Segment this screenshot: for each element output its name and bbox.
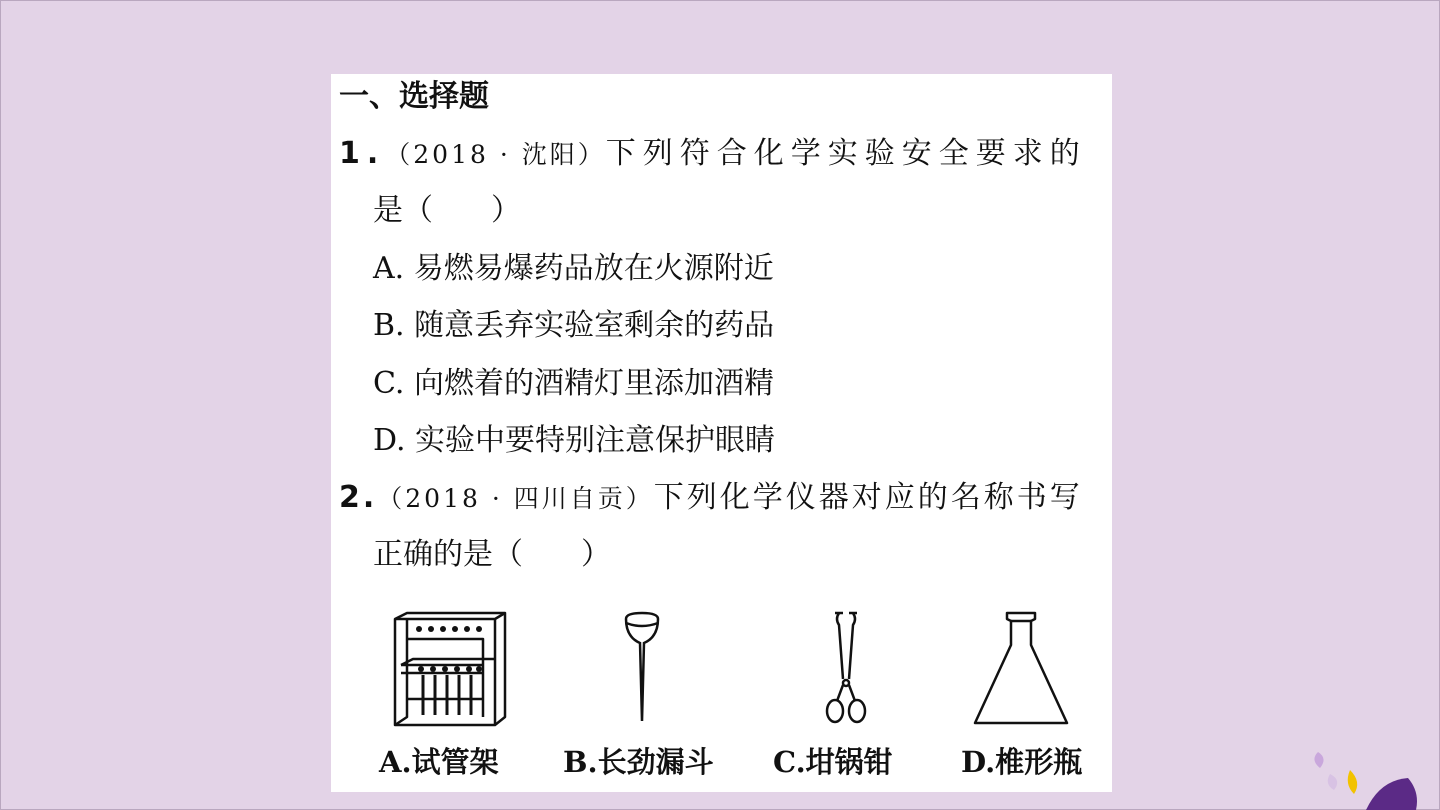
crucible-tongs-icon xyxy=(821,609,871,729)
question-2-text: 下列化学仪器对应的名称书写 xyxy=(653,480,1083,515)
question-1-text-2: 是（ xyxy=(373,193,433,228)
question-1-source: （2018 · 沈阳） xyxy=(385,140,606,169)
option-1d: D. 实验中要特别注意保护眼睛 xyxy=(373,423,776,458)
figure-caption-d: D.椎形瓶 xyxy=(961,745,1083,779)
section-title: 一、选择题 xyxy=(339,79,489,114)
test-tube-rack-icon xyxy=(387,609,512,729)
question-card xyxy=(331,74,1112,792)
option-1a: A. 易燃易爆药品放在火源附近 xyxy=(373,251,774,286)
question-1-stem xyxy=(339,134,1087,175)
figure-caption-a: A.试管架 xyxy=(379,745,499,779)
option-1b: B. 随意丢弃实验室剩余的药品 xyxy=(373,308,775,343)
conical-flask-icon xyxy=(971,609,1071,729)
option-1c: C. 向燃着的酒精灯里添加酒精 xyxy=(373,366,774,401)
question-1-stem-line2 xyxy=(373,191,521,231)
decorative-petals-icon xyxy=(1300,740,1440,810)
question-2-source: （2018 · 四川自贡） xyxy=(377,484,654,513)
question-2-stem-line2 xyxy=(373,535,611,575)
question-2-close: ） xyxy=(581,537,611,572)
question-1-number: 1. xyxy=(339,136,386,171)
figure-caption-c: C.坩锅钳 xyxy=(773,745,893,779)
question-2-text-2: 正确的是（ xyxy=(373,537,523,572)
question-1-text: 下列符合化学实验安全要求的 xyxy=(605,136,1087,171)
question-2-stem xyxy=(339,478,1083,519)
long-neck-funnel-icon xyxy=(622,609,662,729)
question-2-number: 2. xyxy=(339,480,378,515)
question-1-close: ） xyxy=(491,193,521,228)
figure-caption-b: B.长劲漏斗 xyxy=(563,745,714,779)
